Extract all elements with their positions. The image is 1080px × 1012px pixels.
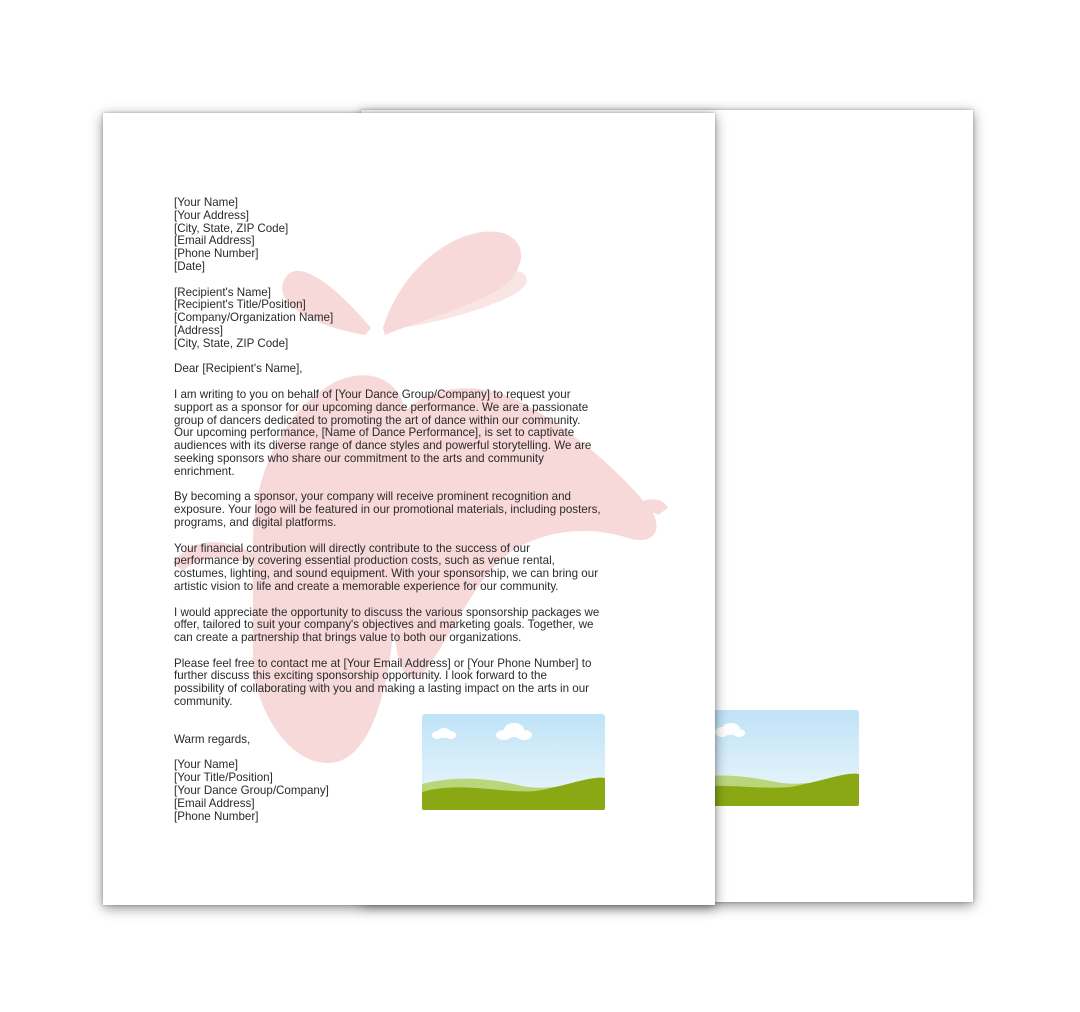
closing: Warm regards,	[174, 732, 251, 746]
paragraph-intro	[174, 389, 649, 479]
paragraph-line: By becoming a sponsor, your company will receive prominent recognition and	[174, 490, 571, 504]
sender-city: [City, State, ZIP Code]	[174, 221, 289, 235]
paragraph-line: can create a partnership that brings value to both our organizations.	[174, 631, 522, 645]
paragraph-line: costumes, lighting, and sound equipment. With your sponsorship, we can bring our	[174, 567, 599, 581]
sender-address-block	[174, 197, 649, 274]
signature-phone: [Phone Number]	[174, 809, 259, 823]
paragraph-line: possibility of collaborating with you and making a lasting impact on the arts in our	[174, 682, 590, 696]
front-page	[103, 113, 715, 905]
paragraph-line: offer, tailored to suit your company's objectives and marketing goals. Together, we	[174, 618, 594, 632]
paragraph-line: I would appreciate the opportunity to discuss the various sponsorship packages we	[174, 605, 600, 619]
paragraph-line: performance by covering essential production costs, such as venue rental,	[174, 554, 555, 568]
signature-email: [Email Address]	[174, 796, 255, 810]
sender-email: [Email Address]	[174, 234, 255, 248]
signature-company: [Your Dance Group/Company]	[174, 784, 329, 798]
recipient-name: [Recipient's Name]	[174, 285, 271, 299]
recipient-address-block	[174, 287, 649, 351]
paragraph-line: artistic vision to life and create a memorable experience for our community.	[174, 579, 559, 593]
sender-phone: [Phone Number]	[174, 247, 259, 261]
paragraph-line: I am writing to you on behalf of [Your Dance Group/Company] to request your	[174, 387, 571, 401]
paragraph-contribution	[174, 543, 649, 594]
recipient-address: [Address]	[174, 323, 223, 337]
paragraph-line: Please feel free to contact me at [Your Email Address] or [Your Phone Number] to	[174, 656, 592, 670]
sender-address: [Your Address]	[174, 208, 249, 222]
signature-name: [Your Name]	[174, 758, 239, 772]
paragraph-line: further discuss this exciting sponsorship opportunity. I look forward to the	[174, 669, 547, 683]
paragraph-line: community.	[174, 695, 233, 709]
sender-date: [Date]	[174, 259, 205, 273]
paragraph-line: enrichment.	[174, 464, 235, 478]
paragraph-line: group of dancers dedicated to promoting the art of dance within our community.	[174, 413, 581, 427]
sender-name: [Your Name]	[174, 196, 239, 209]
paragraph-line: support as a sponsor for our upcoming dance performance. We are a passionate	[174, 400, 589, 414]
paragraph-benefits	[174, 491, 649, 529]
salutation: Dear [Recipient's Name],	[174, 362, 303, 376]
signature-title: [Your Title/Position]	[174, 771, 273, 785]
recipient-city: [City, State, ZIP Code]	[174, 336, 289, 350]
recipient-company: [Company/Organization Name]	[174, 311, 334, 325]
paragraph-line: audiences with its diverse range of dance styles and powerful storytelling. We are	[174, 439, 592, 453]
paragraph-line: exposure. Your logo will be featured in our promotional materials, including posters,	[174, 503, 601, 517]
recipient-title: [Recipient's Title/Position]	[174, 298, 306, 312]
image-placeholder-icon	[422, 714, 605, 810]
paragraph-line: programs, and digital platforms.	[174, 515, 337, 529]
paragraph-packages	[174, 607, 649, 645]
paragraph-line: Our upcoming performance, [Name of Dance Performance], is set to captivate	[174, 426, 575, 440]
paragraph-line: Your financial contribution will directly contribute to the success of our	[174, 541, 530, 555]
paragraph-contact	[174, 658, 649, 709]
paragraph-line: seeking sponsors who share our commitment to the arts and community	[174, 451, 544, 465]
